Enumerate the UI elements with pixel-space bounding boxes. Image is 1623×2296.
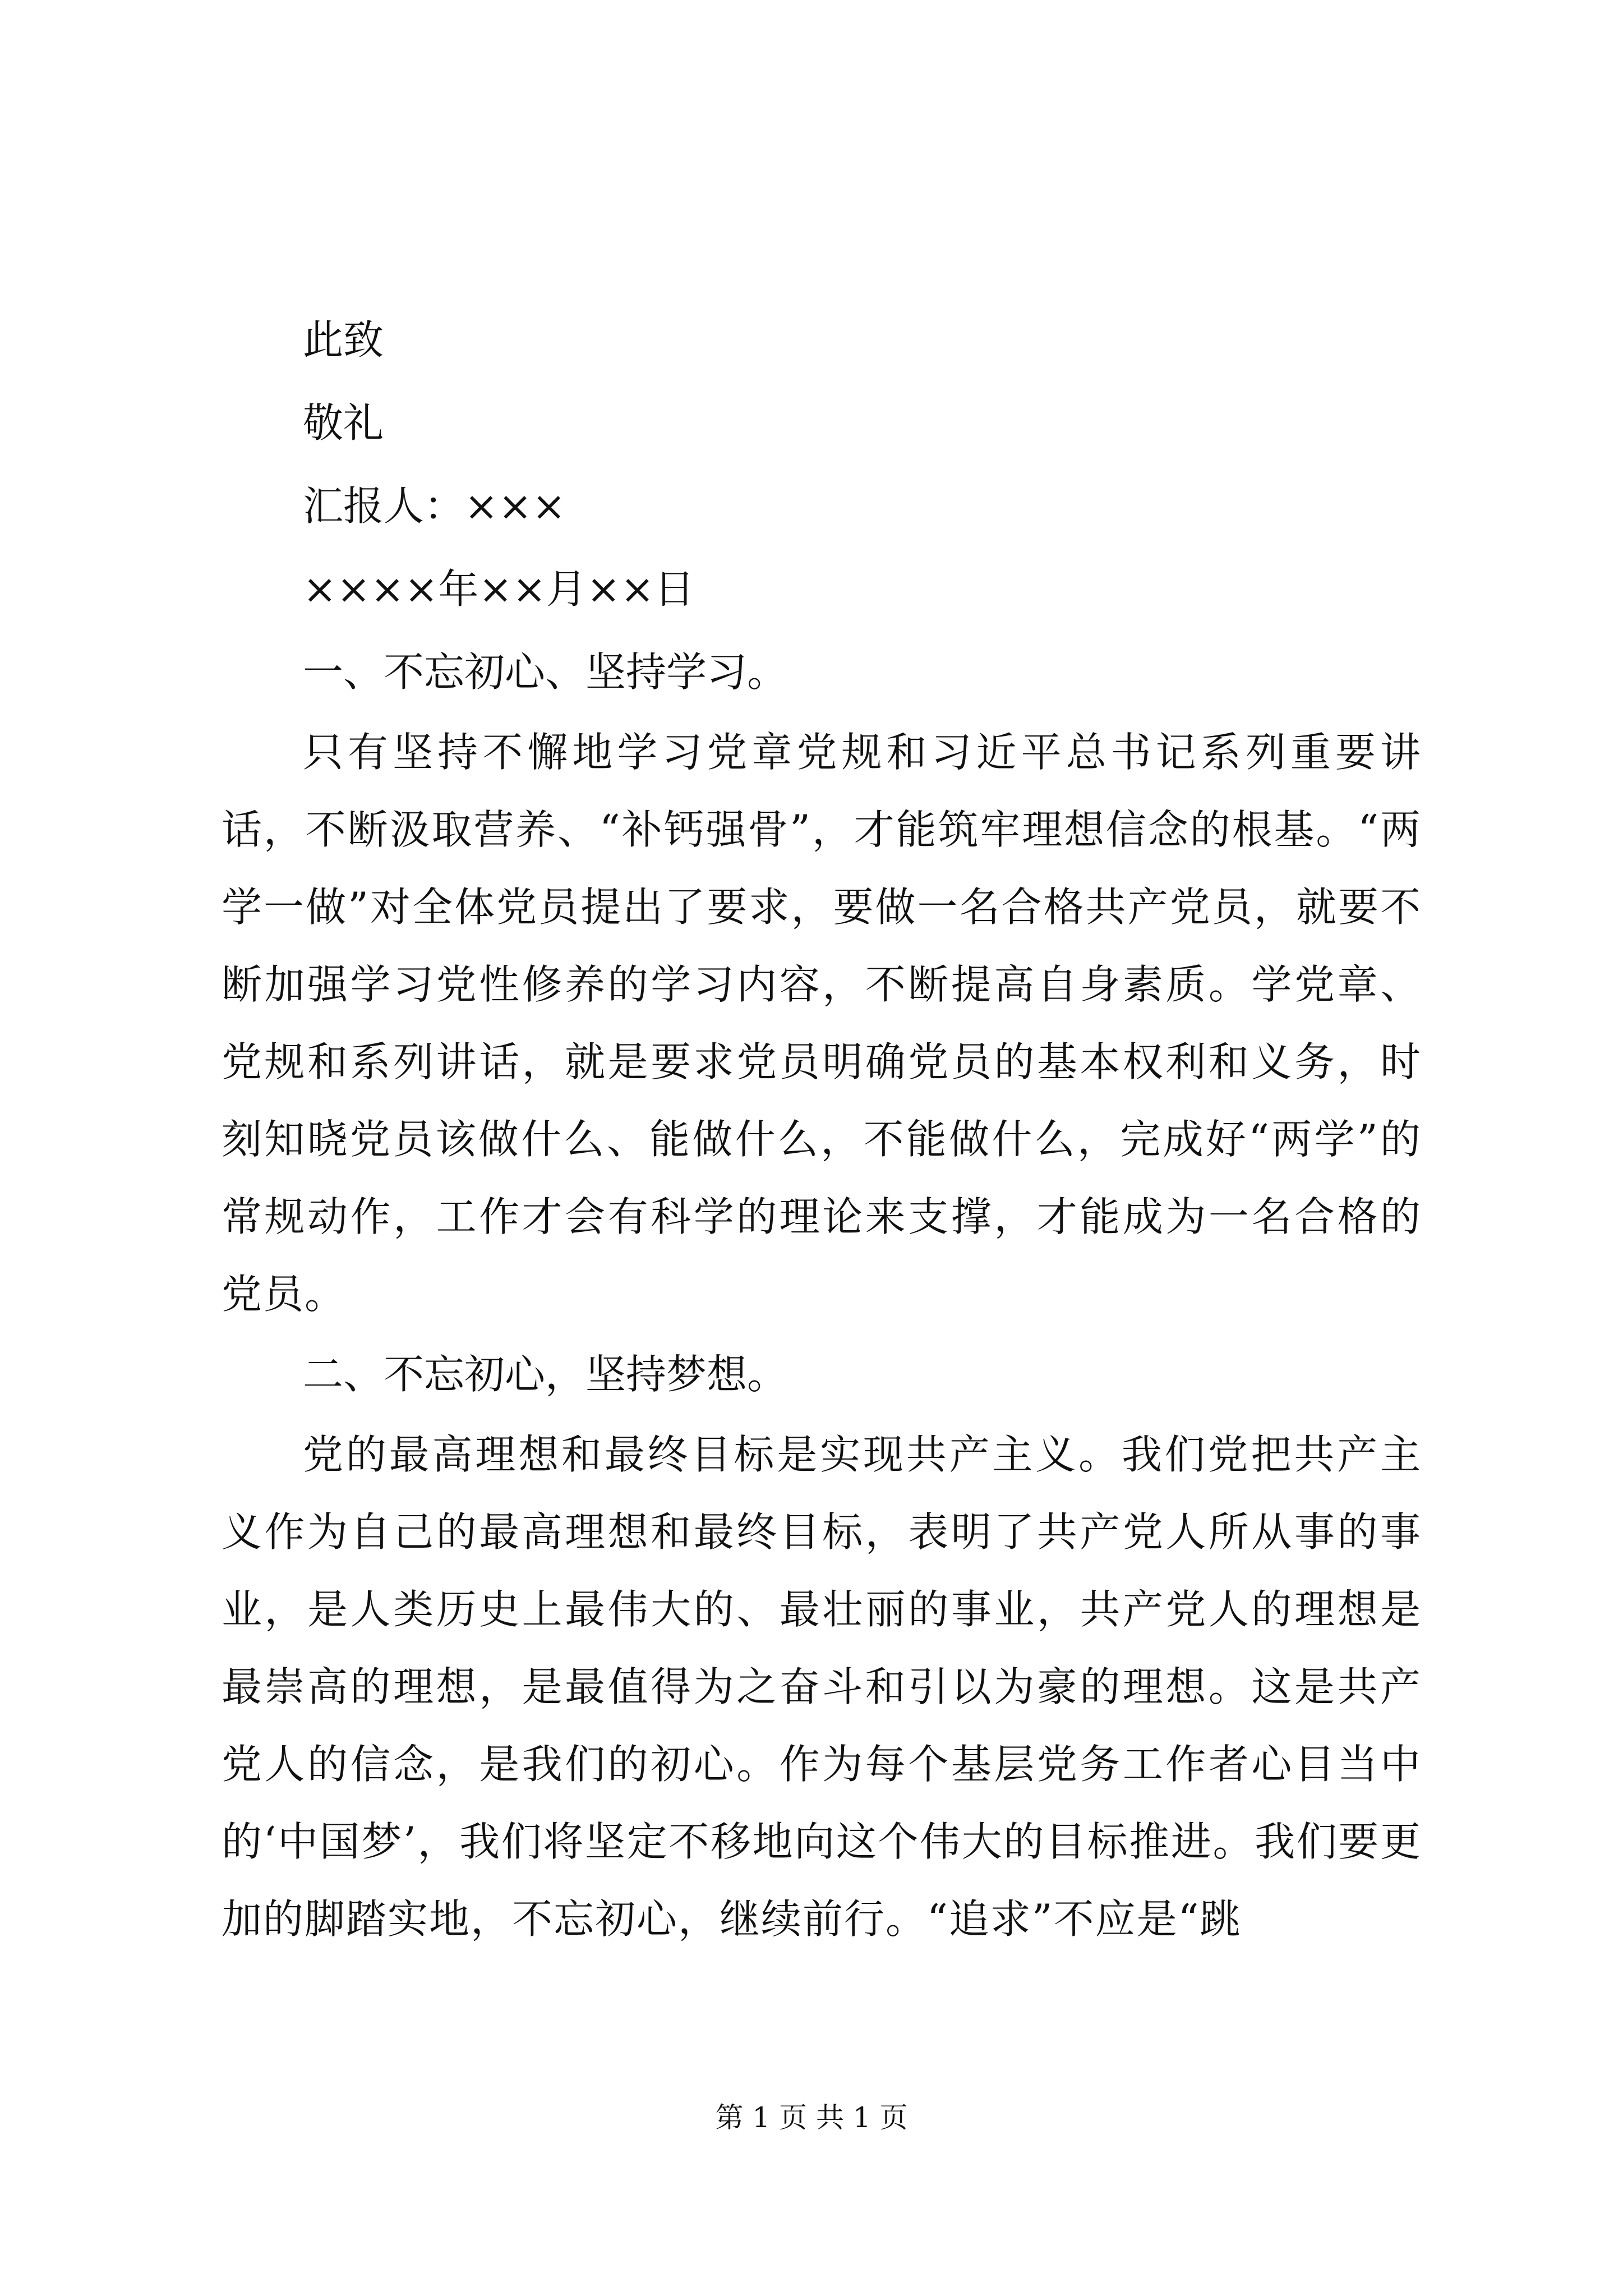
closing-regards: 敬礼 <box>303 399 384 447</box>
closing-salutation: 此致 <box>303 316 384 364</box>
section-paragraph-2: 党的最高理想和最终目标是实现共产主义。我们党把共产主义作为自己的最高理想和最终目标，表明了共产党人所从事的事业，是人类历史上最伟大的、最壮丽的事业，共产党人的理想是最崇高的理想，是最值得为之奋斗和引以为豪的理想。这是共产党人的信念，是我们的初心。作为每个基层党务工作者心目当中的‘中国梦’，我们将坚定不移地向这个伟大的目标推进。我们要更加的脚踏实地，不忘初心，继续前行。“追求”不应是“跳 <box>222 1431 1422 1943</box>
section-heading-2: 二、不忘初心，坚持梦想。 <box>303 1351 788 1398</box>
page-number-footer: 第 1 页 共 1 页 <box>715 2101 908 2134</box>
document-body <box>222 298 1422 1958</box>
section-paragraph-1: 只有坚持不懈地学习党章党规和习近平总书记系列重要讲话，不断汲取营养、“补钙强骨”，才能筑牢理想信念的根基。“两学一做”对全体党员提出了要求，要做一名合格共产党员，就要不断加强学习党性修养的学习内容，不断提高自身素质。学党章、党规和系列讲话，就是要求党员明确党员的基本权利和义务，时刻知晓党员该做什么、能做什么，不能做什么，完成好“两学”的常规动作，工作才会有科学的理论来支撑，才能成为一名合格的党员。 <box>222 729 1422 1318</box>
reporter-line: 汇报人：××× <box>303 482 566 530</box>
date-line: ××××年××月××日 <box>303 565 695 613</box>
section-heading-1: 一、不忘初心、坚持学习。 <box>303 648 788 696</box>
